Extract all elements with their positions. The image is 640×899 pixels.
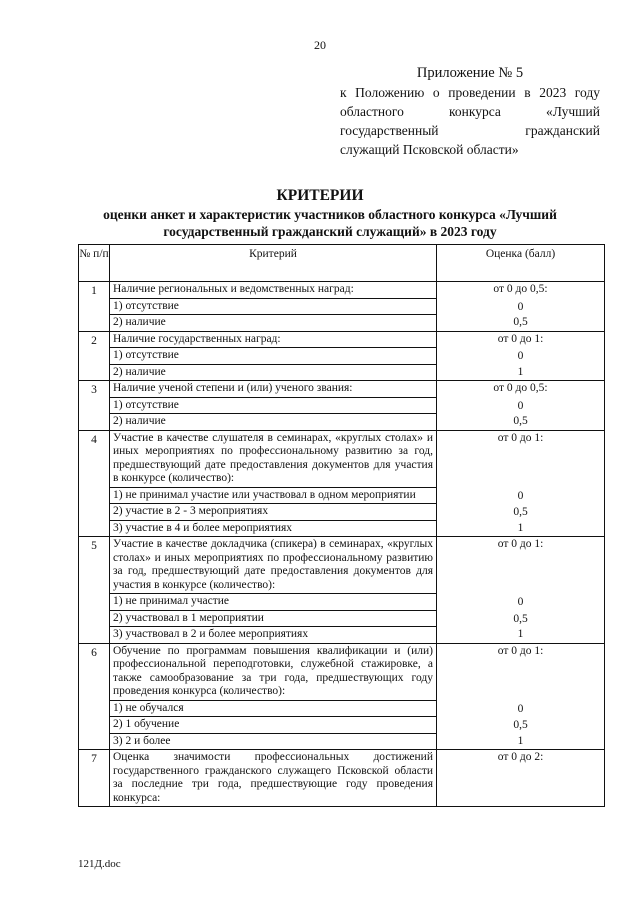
page-number: 20 [314,38,326,52]
option-score: 0 [517,300,524,313]
score-range: от 0 до 1: [497,538,544,550]
criterion-text: Обучение по программам повышения квалификации и (или) профессиональной переподготовки, служебной стажировке, а также самообразование за три года, предшествующих году проведения конкурса (количество): [110,644,436,701]
option-score: 0 [517,596,524,608]
table-row [79,537,605,644]
score-cell [437,331,605,381]
option-score: 0 [517,702,524,715]
row-number: 7 [79,750,110,807]
option-text: 2) участие в 2 - 3 мероприятиях [110,504,436,521]
option-score: 0,5 [513,506,528,518]
option-score: 1 [517,521,524,534]
criterion-text: Наличие ученой степени и (или) ученого звания: [110,381,436,398]
table-header-row [79,245,605,282]
criterion-cell [110,430,437,537]
annex-line: служащий Псковской области» [340,142,519,157]
option-text: 2) наличие [113,316,166,328]
criterion-text: Наличие региональных и ведомственных наград: [110,282,436,299]
option-score: 1 [517,628,524,640]
criterion-cell [110,282,437,332]
option-text: 1) отсутствие [110,348,436,365]
criterion-text: Участие в качестве докладчика (спикера) в семинарах, «круглых столах» и иных мероприятиях по профессиональному развитию за год, предшествующий дате предоставления документов для участия в конкурсе (количество): [110,537,436,594]
criterion-cell [110,643,437,750]
row-number: 4 [79,430,110,537]
option-score: 0 [517,399,524,412]
option-text: 3) участие в 4 и более мероприятиях [113,521,293,534]
option-text: 1) не обучался [110,701,436,718]
annex-block [340,64,600,159]
score-cell [437,381,605,431]
score-cell [437,282,605,332]
option-score: 0,5 [513,719,528,731]
score-range: от 0 до 0,5: [493,283,548,295]
score-range: от 0 до 1: [497,644,544,657]
row-number: 2 [79,331,110,381]
criterion-cell [110,537,437,644]
document-heading: КРИТЕРИИ [276,187,364,204]
criterion-cell [110,331,437,381]
table-row [79,643,605,750]
criterion-text: Участие в качестве слушателя в семинарах, «круглых столах» и иных мероприятиях по профессиональному развитию за год, предшествующий дате предоставления документов для участия в конкурсе (количество): [110,431,436,488]
row-number: 5 [79,537,110,644]
option-score: 1 [517,734,524,747]
annex-line: государственный гражданский [340,123,600,138]
option-score: 1 [517,365,524,378]
row-number: 3 [79,381,110,431]
option-score: 0,5 [513,316,528,328]
score-cell [437,750,605,807]
option-score: 0,5 [513,612,528,625]
option-text: 1) отсутствие [110,299,436,316]
option-text: 2) 1 обучение [110,717,436,734]
option-text: 3) 2 и более [113,734,171,747]
header-score: Оценка (балл) [437,245,605,282]
option-score: 0 [517,489,524,502]
table-row [79,331,605,381]
score-range: от 0 до 1: [497,332,544,345]
option-score: 0,5 [513,415,528,427]
score-range: от 0 до 2: [497,751,544,763]
header-criterion: Критерий [110,245,437,282]
option-score: 0 [517,350,524,362]
option-text: 2) наличие [113,365,166,378]
table-row [79,381,605,431]
criterion-cell [110,381,437,431]
criterion-text: Оценка значимости профессиональных достижений государственного гражданского служащего Псковской области за последние три года, предшествующие году проведения конкурса: [113,751,433,804]
annex-line: областного конкурса «Лучший [340,104,600,119]
option-text: 1) отсутствие [110,398,436,415]
option-text: 3) участвовал в 2 и более мероприятиях [113,628,309,640]
annex-title: Приложение № 5 [416,65,524,81]
annex-line: к Положению о проведении в 2023 году [340,85,600,100]
document-subheading: оценки анкет и характеристик участников областного конкурса «Лучший государственный гражданский служащий» в 2023 году [103,207,557,239]
row-number: 1 [79,282,110,332]
table-row [79,430,605,537]
option-text: 1) не принимал участие или участвовал в одном мероприятии [110,488,436,505]
score-cell [437,430,605,537]
score-cell [437,643,605,750]
criterion-cell [110,750,437,807]
table-row [79,750,605,807]
option-text: 1) не принимал участие [110,594,436,611]
score-range: от 0 до 0,5: [493,382,548,394]
table-row [79,282,605,332]
file-name-footer: 121Д.doc [78,858,121,870]
criteria-table [78,244,605,807]
score-range: от 0 до 1: [497,431,544,444]
row-number: 6 [79,643,110,750]
score-cell [437,537,605,644]
option-text: 2) наличие [113,415,166,427]
criteria-body [79,282,605,807]
option-text: 2) участвовал в 1 мероприятии [110,611,436,628]
header-num: № п/п [79,245,110,282]
criterion-text: Наличие государственных наград: [110,332,436,349]
